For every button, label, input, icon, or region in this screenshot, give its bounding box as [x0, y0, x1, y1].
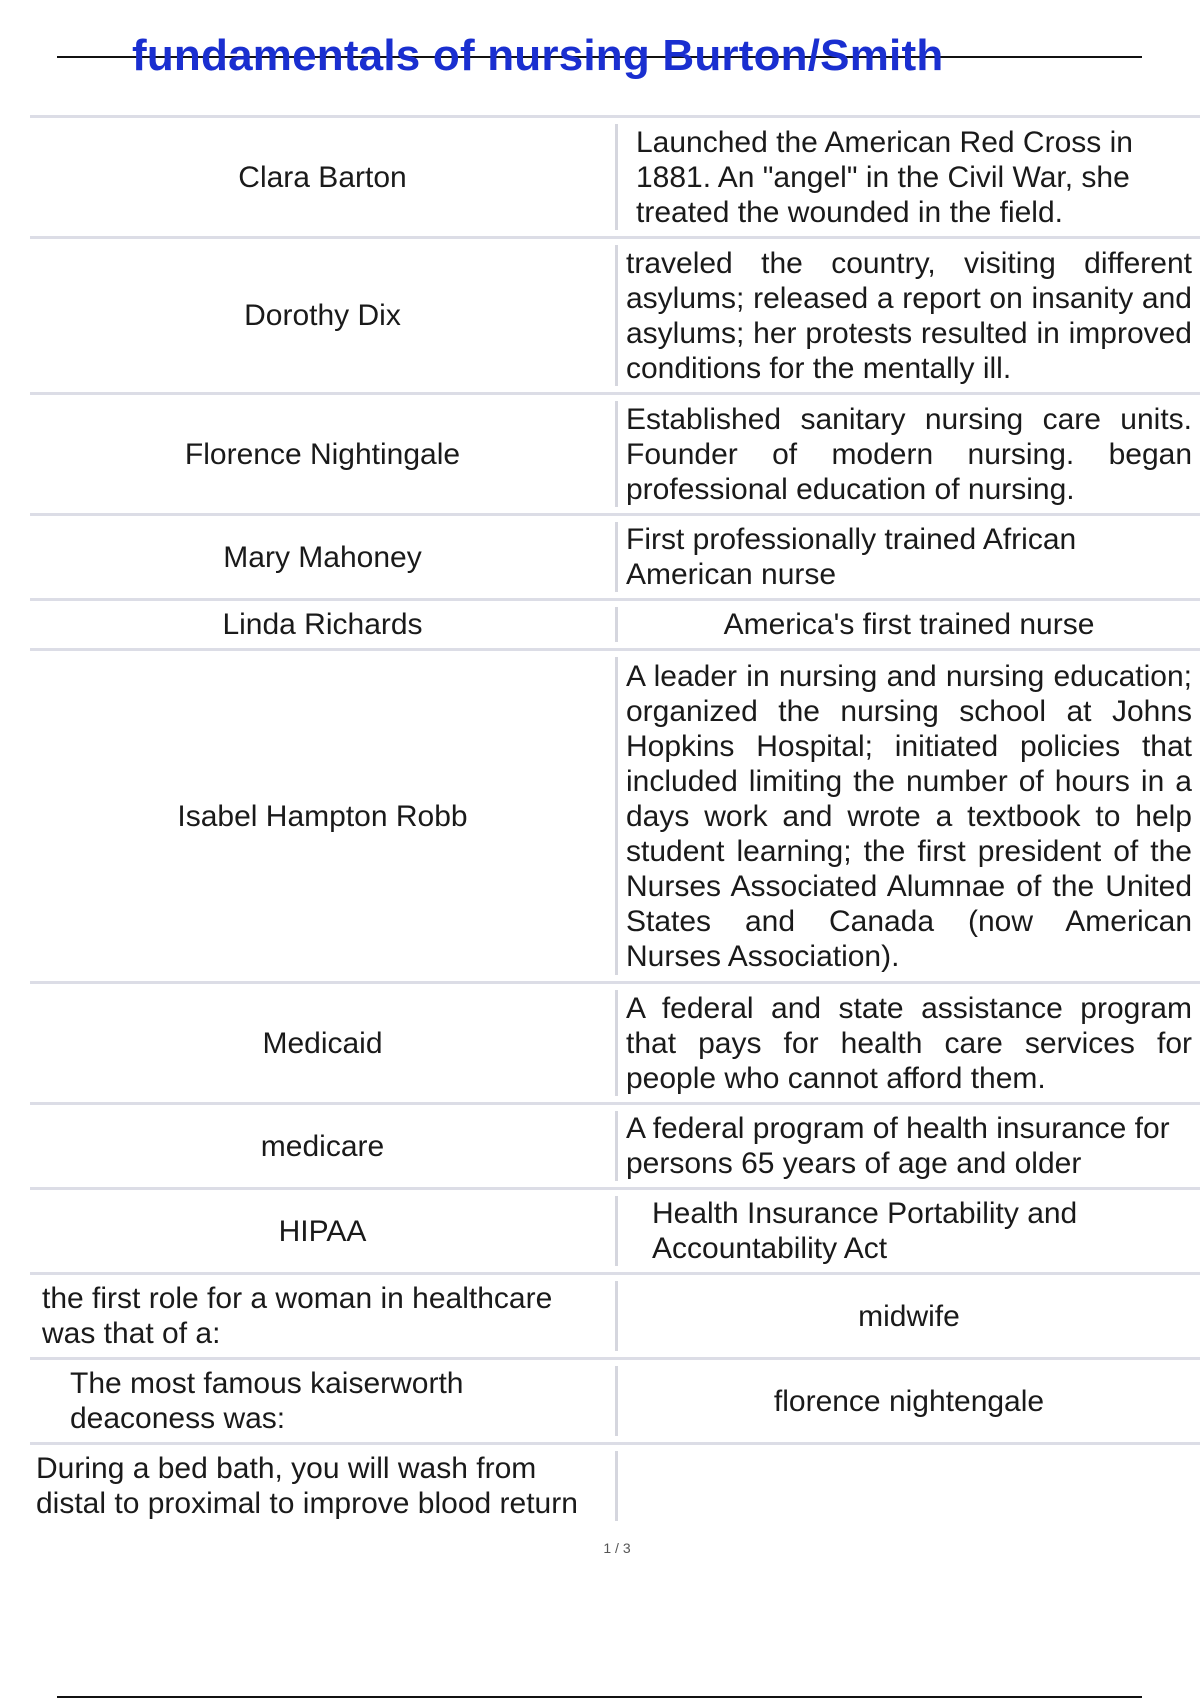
card-term: The most famous kaiserworth deaconess was: — [70, 1367, 464, 1435]
flashcard-row — [30, 392, 1200, 513]
flashcard-row — [30, 1442, 1200, 1527]
flashcard-row — [30, 1187, 1200, 1272]
card-term: medicare — [260, 1129, 385, 1163]
card-definition: Established sanitary nursing care units. Founder of modern nursing. began professional education of nursing. — [615, 401, 1200, 507]
card-definition: Health Insurance Portability and Accountability Act — [615, 1196, 1200, 1266]
card-term: Dorothy Dix — [244, 299, 401, 332]
flashcard-row — [30, 648, 1200, 981]
card-term: During a bed bath, you will wash from distal to proximal to improve blood return — [36, 1452, 578, 1520]
card-definition: traveled the country, visiting different asylums; released a report on insanity and asylums; her protests resulted in improved conditions for the mentally ill. — [615, 245, 1200, 386]
document-title: fundamentals of nursing Burton/Smith — [132, 31, 944, 80]
card-definition: America's first trained nurse — [615, 607, 1200, 642]
card-definition: A leader in nursing and nursing education; organized the nursing school at Johns Hopkins Hospital; initiated policies that included limiting the number of hours in a days work and wrote a textbook to help student learning; the first president of the Nurses Associated Alumnae of the United States and Canada (now American Nurses Association). — [615, 657, 1200, 975]
flashcard-table — [30, 115, 1200, 1527]
flashcard-row — [30, 1357, 1200, 1442]
flashcard-row — [30, 598, 1200, 648]
card-definition: A federal program of health insurance for persons 65 years of age and older — [615, 1111, 1200, 1181]
flashcard-row — [30, 236, 1200, 392]
flashcard-row — [30, 1102, 1200, 1187]
card-definition: florence nightengale — [615, 1366, 1200, 1436]
card-term: HIPAA — [278, 1214, 367, 1248]
flashcard-row — [30, 981, 1200, 1102]
card-term: Clara Barton — [238, 160, 407, 194]
card-definition: A federal and state assistance program that pays for health care services for people who cannot afford them. — [615, 990, 1200, 1096]
card-definition — [615, 1451, 1200, 1521]
card-term: Isabel Hampton Robb — [177, 799, 468, 833]
bottom-rule — [57, 1696, 1142, 1698]
card-term: the first role for a woman in healthcare was that of a: — [42, 1282, 553, 1350]
flashcard-row — [30, 1272, 1200, 1357]
card-definition: midwife — [615, 1281, 1200, 1351]
card-term: Mary Mahoney — [223, 540, 422, 574]
card-term: Medicaid — [262, 1026, 383, 1060]
card-term: Linda Richards — [222, 608, 423, 641]
page-indicator: 1 / 3 — [603, 1540, 631, 1556]
flashcard-row — [30, 513, 1200, 598]
card-term: Florence Nightingale — [184, 437, 461, 471]
card-definition: First professionally trained African American nurse — [615, 522, 1200, 592]
flashcard-row — [30, 115, 1200, 236]
card-definition: Launched the American Red Cross in 1881. An "angel" in the Civil War, she treated the wounded in the field. — [615, 124, 1200, 230]
